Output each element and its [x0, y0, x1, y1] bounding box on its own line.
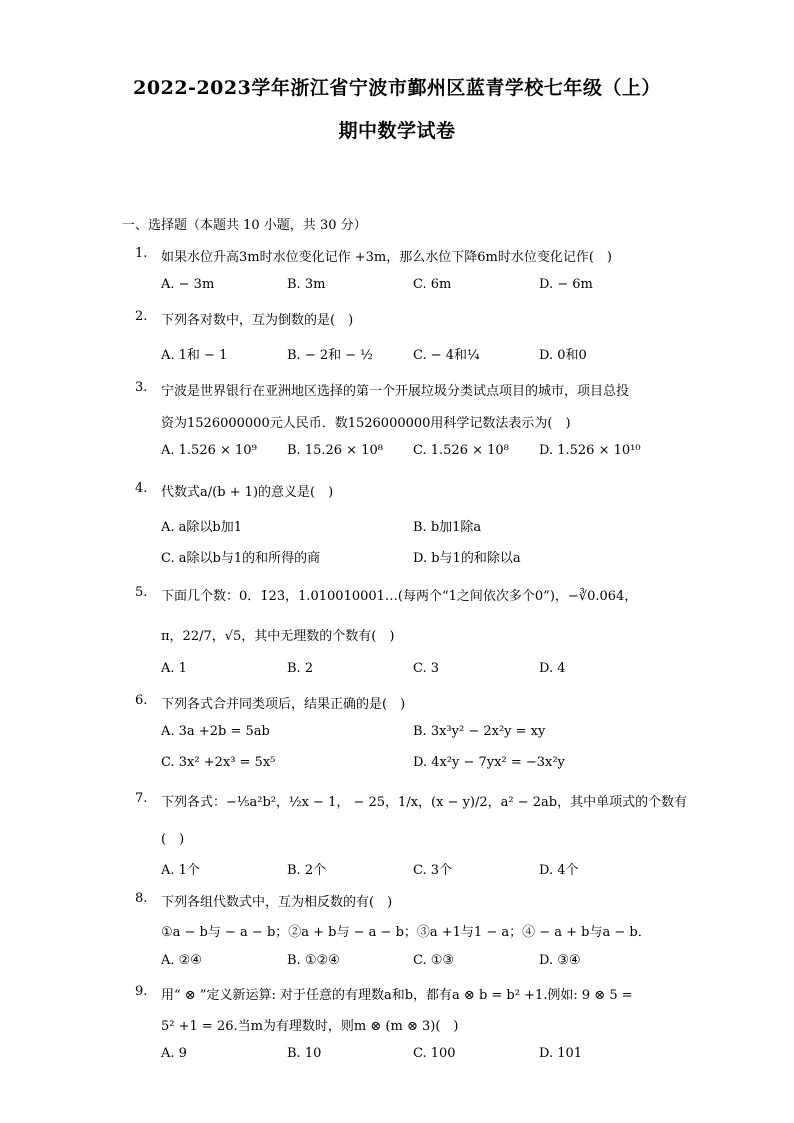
option-a: A. 1 — [161, 661, 187, 676]
question-number: 9. — [135, 984, 148, 999]
question-text-continued: ( ) — [161, 832, 185, 847]
option-d: D. ③④ — [539, 953, 581, 968]
question-text: 宁波是世界银行在亚洲地区选择的第一个开展垃圾分类试点项目的城市，项目总投 — [161, 384, 630, 399]
option-c: C. ①③ — [413, 953, 455, 968]
question-text-continued: 5² +1 = 26.当m为有理数时，则m ⊗ (m ⊗ 3)( ) — [161, 1019, 459, 1034]
question-text: 下列各式：−⅕a²b²，½x − 1， − 25，1/x，(x − y)/2，a² − 2ab，其中单项式的个数有 — [161, 795, 688, 810]
option-d: D. 101 — [539, 1046, 583, 1061]
option-c: C. 3 — [413, 661, 440, 676]
option-b: B. ①②④ — [287, 953, 340, 968]
exam-title-line1: 2022-2023学年浙江省宁波市鄞州区蓝青学校七年级（上） — [133, 77, 661, 99]
question-text-continued: ①a − b与 − a − b；②a + b与 − a − b；③a +1与1 − a；④ − a + b与a − b． — [161, 925, 651, 940]
option-a: A. 1个 — [161, 863, 200, 878]
option-b: B. 15.26 × 10⁸ — [287, 443, 383, 458]
question-number: 6. — [135, 693, 148, 708]
question-number: 8. — [135, 891, 148, 906]
question-number: 1. — [135, 246, 148, 261]
option-a: A. − 3m — [161, 277, 215, 292]
question-number: 4. — [135, 481, 148, 496]
option-b: B. b加1除a — [413, 520, 482, 535]
option-c: C. 3x² +2x³ = 5x⁵ — [161, 755, 276, 770]
section-heading: 一、选择题（本题共 10 小题，共 30 分） — [122, 218, 367, 233]
question-text: 用“ ⊗ ”定义新运算: 对于任意的有理数a和b，都有a ⊗ b = b² +1.例如: 9 ⊗ 5 = — [161, 988, 633, 1003]
option-a: A. 9 — [161, 1046, 187, 1061]
option-a: A. 1和 − 1 — [161, 348, 228, 363]
question-text-continued: 资为1526000000元人民币．数1526000000用科学记数法表示为( ) — [161, 416, 571, 431]
option-a: A. a除以b加1 — [161, 520, 242, 535]
exam-title-line2: 期中数学试卷 — [338, 120, 456, 142]
option-c: C. a除以b与1的和所得的商 — [161, 551, 321, 566]
question-text: 代数式a/(b + 1)的意义是( ) — [161, 485, 334, 500]
question-text: 如果水位升高3m时水位变化记作 +3m，那么水位下降6m时水位变化记作( ) — [161, 250, 612, 265]
option-c: C. 3个 — [413, 863, 453, 878]
option-a: A. 3a +2b = 5ab — [161, 724, 270, 739]
question-text: 下面几个数：0．1̇23̇，1.010010001…(每两个“1之间依次多个0”)，−∛0.064， — [161, 589, 638, 604]
question-number: 2. — [135, 309, 148, 324]
option-b: B. 2 — [287, 661, 314, 676]
option-b: B. 3x³y² − 2x²y = xy — [413, 724, 546, 739]
option-d: D. 4 — [539, 661, 566, 676]
option-b: B. − 2和 − ½ — [287, 348, 373, 363]
question-text: 下列各组代数式中，互为相反数的有( ) — [161, 895, 393, 910]
option-b: B. 3m — [287, 277, 326, 292]
option-c: C. − 4和¼ — [413, 348, 480, 363]
option-d: D. − 6m — [539, 277, 593, 292]
option-d: D. b与1的和除以a — [413, 551, 521, 566]
option-c: C. 100 — [413, 1046, 456, 1061]
question-number: 5. — [135, 585, 148, 600]
option-c: C. 1.526 × 10⁸ — [413, 443, 509, 458]
question-number: 7. — [135, 791, 148, 806]
option-d: D. 0和0 — [539, 348, 587, 363]
option-d: D. 4个 — [539, 863, 579, 878]
option-d: D. 1.526 × 10¹⁰ — [539, 443, 641, 458]
question-text: 下列各对数中，互为倒数的是( ) — [161, 313, 354, 328]
question-text: 下列各式合并同类项后，结果正确的是( ) — [161, 697, 406, 712]
option-a: A. 1.526 × 10⁹ — [161, 443, 257, 458]
option-a: A. ②④ — [161, 953, 202, 968]
option-b: B. 2个 — [287, 863, 327, 878]
option-d: D. 4x²y − 7yx² = −3x²y — [413, 755, 565, 770]
option-c: C. 6m — [413, 277, 452, 292]
question-number: 3. — [135, 380, 148, 395]
question-text-continued: π，22/7，√5，其中无理数的个数有( ) — [161, 629, 395, 644]
option-b: B. 10 — [287, 1046, 322, 1061]
